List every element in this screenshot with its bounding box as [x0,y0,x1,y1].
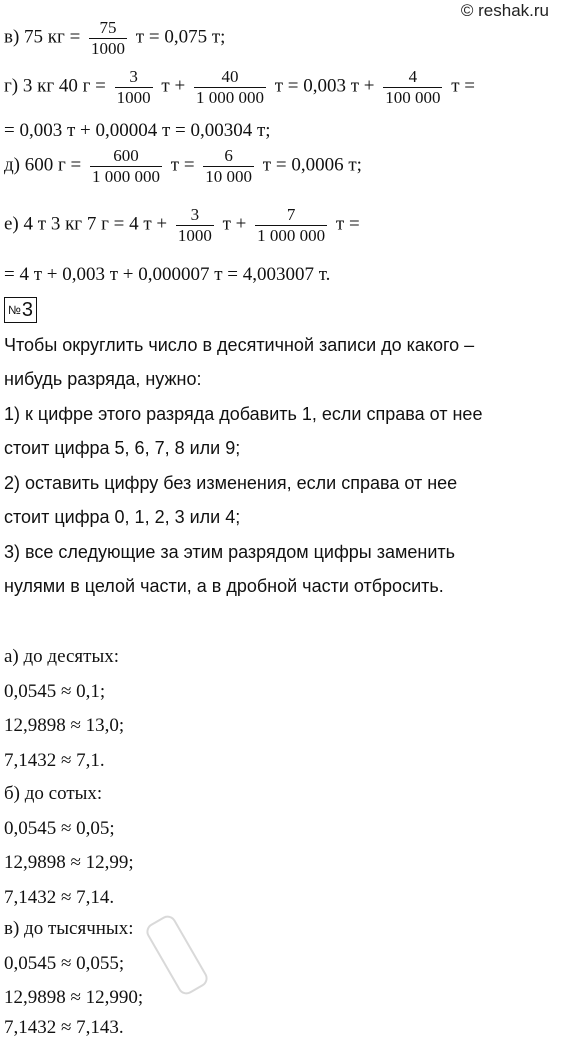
answer-line: 12,9898 ≈ 12,990; [4,987,144,1008]
rule-line: 1) к цифре этого разряда добавить 1, если справа от нее [4,404,483,424]
rule-line: нибудь разряда, нужно: [4,369,202,389]
fraction [89,18,127,58]
text-segment: т = 0,003 т + [274,75,375,97]
text-segment: = 4 т + 0,003 т + 0,000007 т = 4,003007 т. [4,264,331,285]
text-segment: в) 75 кг = [4,26,81,48]
fraction-denominator: 1000 [91,38,126,58]
fraction-denominator: 100 000 [385,87,441,107]
conversion-line-e [4,205,360,245]
fraction-numerator: 4 [383,67,442,88]
fraction-numerator: 600 [90,146,162,167]
rule-line: Чтобы округлить число в десятичной записи до какого – [4,335,475,355]
fraction-denominator: 1000 [116,87,151,107]
text-segment: т = [451,75,476,97]
number-sign: № [8,303,21,317]
text-segment: д) 600 г = [4,154,82,176]
text-segment: т = 0,0006 т; [262,154,362,176]
rule-line: стоит цифра 0, 1, 2, 3 или 4; [4,507,241,527]
text-segment: т = [335,213,360,235]
rule-line: 2) оставить цифру без изменения, если справа от нее [4,473,458,493]
text-segment: т + [222,213,247,235]
fraction-numerator: 40 [194,67,266,88]
answer-line: 7,1432 ≈ 7,143. [4,1017,124,1038]
text-segment: = 0,003 т + 0,00004 т = 0,00304 т; [4,120,271,141]
conversion-line-d [4,146,362,186]
answer-line: 12,9898 ≈ 12,99; [4,852,134,873]
answer-line: 12,9898 ≈ 13,0; [4,715,125,736]
text-segment: е) 4 т 3 кг 7 г = 4 т + [4,213,168,235]
text-segment: т = 0,075 т; [135,26,226,48]
text-segment: г) 3 кг 40 г = [4,75,106,97]
fraction-numerator: 3 [115,67,153,88]
rule-line: нулями в целой части, а в дробной части отбросить. [4,576,444,596]
fraction-denominator: 1000 [177,225,212,245]
text-segment: т + [161,75,186,97]
fraction [115,67,153,107]
fraction [255,205,327,245]
text-segment: т = [170,154,195,176]
fraction-numerator: 7 [255,205,327,226]
answer-line: 0,0545 ≈ 0,05; [4,818,115,839]
answer-heading: в) до тысячных: [4,918,134,939]
site-watermark: © reshak.ru [460,1,549,20]
task-number-badge [4,297,37,323]
fraction-numerator: 75 [89,18,127,39]
conversion-line-e-continued [4,265,330,284]
fraction [194,67,266,107]
fraction-numerator: 3 [176,205,214,226]
fraction [176,205,214,245]
conversion-line-g-continued [4,121,271,140]
conversion-line-v [4,18,225,58]
answer-line: 7,1432 ≈ 7,14. [4,887,115,908]
fraction-denominator: 1 000 000 [195,87,264,107]
answer-line: 7,1432 ≈ 7,1. [4,750,105,771]
answer-line: 0,0545 ≈ 0,055; [4,953,125,974]
task-number: 3 [21,299,33,321]
conversion-line-g [4,67,475,107]
answer-heading: б) до сотых: [4,783,103,804]
rule-line: стоит цифра 5, 6, 7, 8 или 9; [4,438,241,458]
rule-line: 3) все следующие за этим разрядом цифры заменить [4,542,456,562]
fraction [90,146,162,186]
answer-heading: а) до десятых: [4,646,120,667]
fraction-denominator: 1 000 000 [92,166,161,186]
fraction [203,146,254,186]
fraction [383,67,442,107]
fraction-numerator: 6 [203,146,254,167]
fraction-denominator: 10 000 [205,166,253,186]
fraction-denominator: 1 000 000 [257,225,326,245]
answer-line: 0,0545 ≈ 0,1; [4,681,106,702]
